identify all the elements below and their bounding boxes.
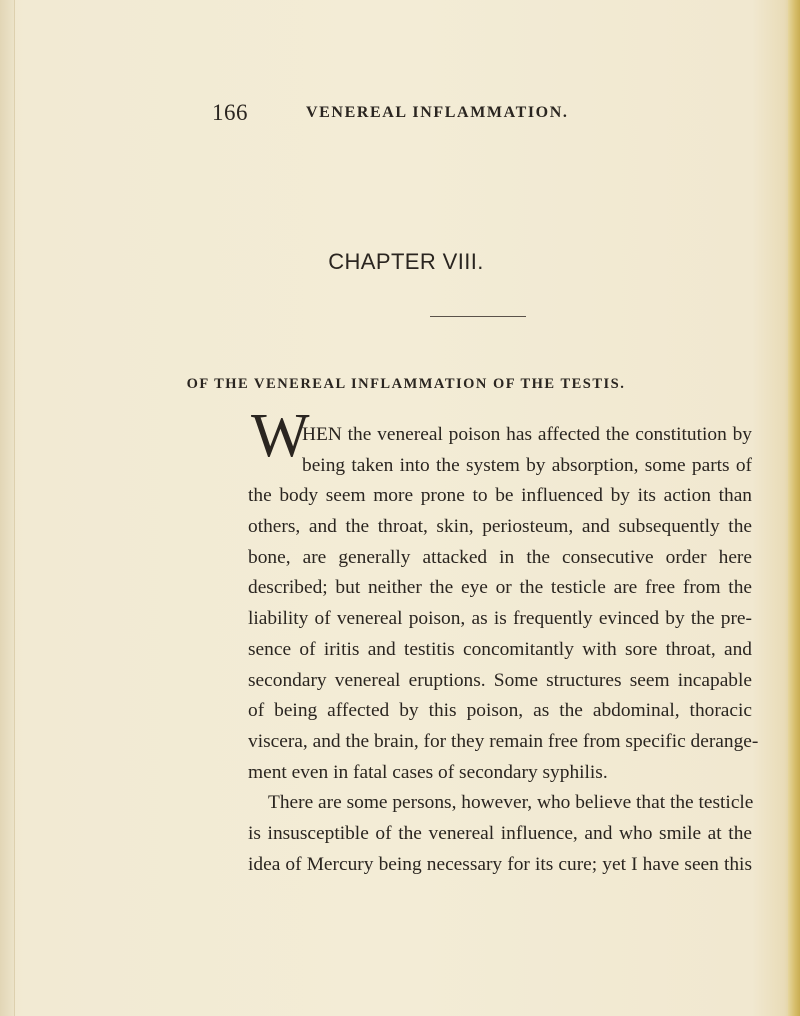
body-text xyxy=(248,420,759,880)
page-gutter xyxy=(0,0,15,1016)
chapter-title: CHAPTER VIII. xyxy=(328,249,484,274)
text-line: sence of iritis and testitis concomitantly with sore throat, and xyxy=(248,638,752,660)
text-line: secondary venereal eruptions. Some structures seem incapable xyxy=(248,669,752,691)
text-line: viscera, and the brain, for they remain free from specific derange- xyxy=(248,730,759,752)
section-title: OF THE VENEREAL INFLAMMATION OF THE TESTIS. xyxy=(186,376,626,392)
text-line: ment even in fatal cases of secondary syphilis. xyxy=(248,761,608,783)
chapter-divider xyxy=(430,316,526,317)
running-head: VENEREAL INFLAMMATION. xyxy=(306,104,569,121)
text-line: There are some persons, however, who believe that the testicle xyxy=(268,792,754,814)
text-line: is insusceptible of the venereal influence, and who smile at the xyxy=(248,822,752,844)
text-line: being taken into the system by absorption, some parts of xyxy=(302,454,752,476)
page-edge xyxy=(788,0,800,1016)
text-line: the body seem more prone to be influenced by its action than xyxy=(248,485,752,507)
text-line: bone, are generally attacked in the consecutive order here xyxy=(248,546,752,568)
text-line: idea of Mercury being necessary for its cure; yet I have seen this xyxy=(248,853,752,875)
text-line: liability of venereal poison, as is frequently evinced by the pre- xyxy=(248,608,752,630)
text-line: others, and the throat, skin, periosteum, and subsequently the xyxy=(248,516,752,538)
text-line: HEN the venereal poison has affected the constitution by xyxy=(302,424,752,445)
text-line: described; but neither the eye or the testicle are free from the xyxy=(248,577,752,599)
page-number: 166 xyxy=(212,100,248,125)
text-line: of being affected by this poison, as the abdominal, thoracic xyxy=(248,700,752,722)
drop-cap: W xyxy=(251,402,310,470)
